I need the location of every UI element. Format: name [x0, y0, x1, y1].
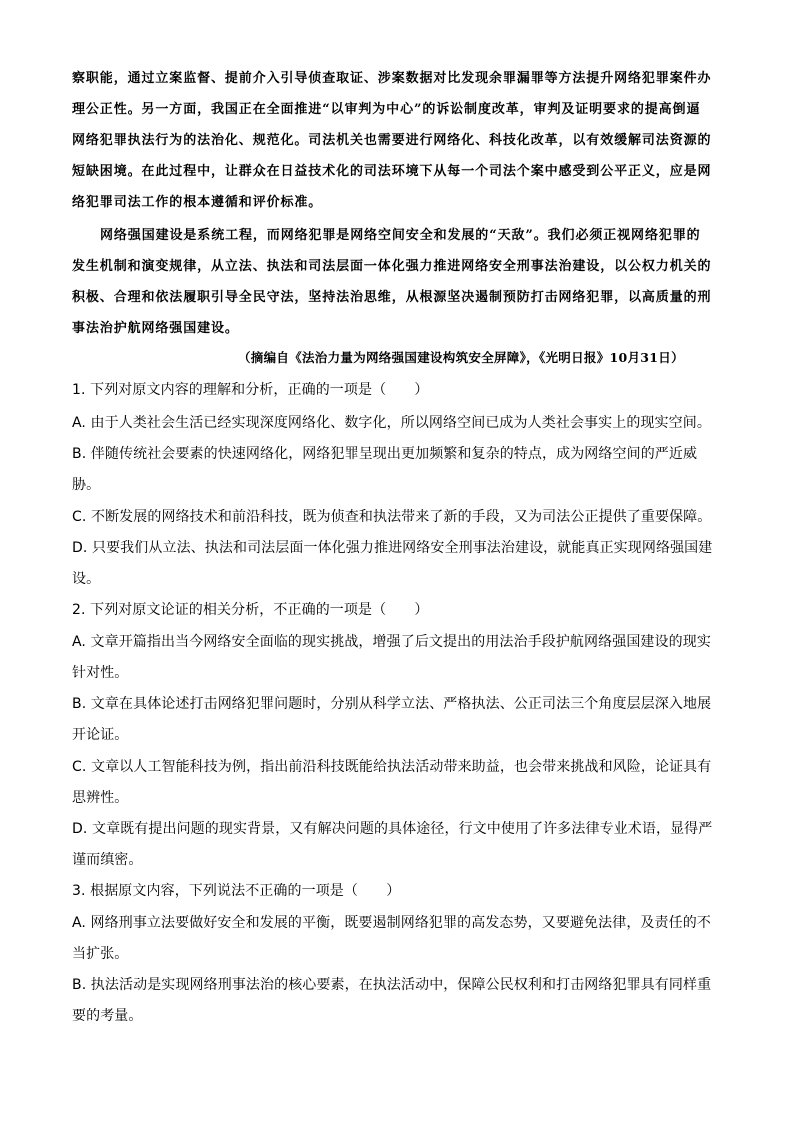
passage-line: 网络犯罪执法行为的法治化、规范化。司法机关也需要进行网络化、科技化改革，以有效缓解司法资源的 — [72, 133, 712, 148]
option-line: 开论证。 — [72, 727, 129, 743]
source-citation: （摘编自《法治力量为网络强国建设构筑安全屏障》，《光明日报》10月31日） — [238, 350, 684, 365]
question-stem: 2. 下列对原文论证的相关分析，不正确的一项是（ ） — [72, 602, 429, 618]
option-line: 要的考量。 — [72, 1008, 143, 1024]
option-line: C. 不断发展的网络技术和前沿科技，既为侦查和执法带来了新的手段，又为司法公正提供了重要保障。 — [72, 509, 712, 525]
option-line: 思辨性。 — [72, 790, 129, 806]
option-line: A. 由于人类社会生活已经实现深度网络化、数字化，所以网络空间已成为人类社会事实上的现实空间。 — [72, 415, 711, 431]
option-line: 当扩张。 — [72, 946, 129, 962]
option-line: B. 执法活动是实现网络刑事法治的核心要素，在执法活动中，保障公民权利和打击网络犯罪具有同样重 — [72, 977, 712, 993]
option-line: A. 网络刑事立法要做好安全和发展的平衡，既要遏制网络犯罪的高发态势，又要避免法律，及责任的不 — [72, 915, 711, 931]
option-line: 胁。 — [72, 477, 101, 493]
option-line: D. 文章既有提出问题的现实背景，又有解决问题的具体途径，行文中使用了许多法律专业术语，显得严 — [72, 821, 713, 837]
option-line: 针对性。 — [72, 665, 129, 681]
passage-line: 短缺困境。在此过程中，让群众在日益技术化的司法环境下从每一个司法个案中感受到公平正义，应是网 — [72, 164, 712, 179]
question-stem: 3. 根据原文内容，下列说法不正确的一项是（ ） — [72, 883, 401, 899]
passage-line: 积极、合理和依法履职引导全民守法，坚持法治思维，从根源坚决遏制预防打击网络犯罪，以高质量的刑 — [72, 290, 712, 305]
question-stem: 1. 下列对原文内容的理解和分析，正确的一项是（ ） — [72, 382, 429, 398]
passage-line: 事法治护航网络强国建设。 — [72, 321, 239, 336]
passage-line: 发生机制和演变规律，从立法、执法和司法层面一体化强力推进网络安全刑事法治建设，以公权力机关的 — [72, 259, 712, 274]
passage-line: 理公正性。另一方面，我国正在全面推进“以审判为中心”的诉讼制度改革，审判及证明要求的提高倒逼 — [72, 102, 701, 117]
option-line: D. 只要我们从立法、执法和司法层面一体化强力推进网络安全刑事法治建设，就能真正实现网络强国建 — [72, 540, 713, 556]
option-line: B. 文章在具体论述打击网络犯罪问题时，分别从科学立法、严格执法、公正司法三个角度层层深入地展 — [72, 696, 712, 712]
option-line: 谨而缜密。 — [72, 852, 143, 868]
option-line: C. 文章以人工智能科技为例，指出前沿科技既能给执法活动带来助益，也会带来挑战和风险，论证具有 — [72, 759, 712, 775]
passage-line: 察职能，通过立案监督、提前介入引导侦查取证、涉案数据对比发现余罪漏罪等方法提升网络犯罪案件办 — [72, 71, 712, 86]
passage-line: 网络强国建设是系统工程，而网络犯罪是网络空间安全和发展的“天敌”。我们必须正视网络犯罪的 — [100, 228, 701, 243]
option-line: 设。 — [72, 571, 101, 587]
option-line: B. 伴随传统社会要素的快速网络化，网络犯罪呈现出更加频繁和复杂的特点，成为网络空间的严近威 — [72, 446, 698, 462]
option-line: A. 文章开篇指出当今网络安全面临的现实挑战，增强了后文提出的用法治手段护航网络强国建设的现实 — [72, 634, 711, 650]
passage-line: 络犯罪司法工作的根本遵循和评价标准。 — [72, 195, 323, 210]
